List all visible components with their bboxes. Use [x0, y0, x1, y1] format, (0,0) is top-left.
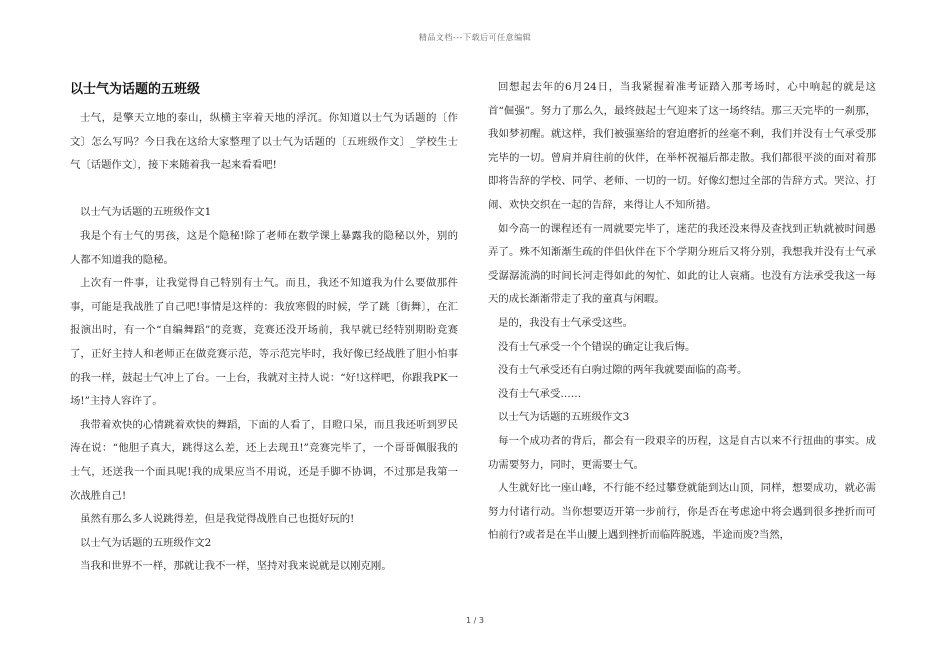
document-title: 以士气为话题的五班级 — [70, 82, 201, 97]
paragraph: 士气，是擎天立地的泰山，纵横主宰着天地的浮沉。你知道以士气为话题的〔作文〕怎么写吗？今日我在这给大家整理了以士气为话题的〔五班级作文〕_学校生士气〔话题作文〕，接下来随着我一起来看看吧! — [70, 112, 458, 172]
section-heading: 以士气为话题的五班级作文3 — [498, 411, 630, 424]
right-column — [488, 76, 876, 548]
paragraph: 我带着欢快的心情跳着欢快的舞蹈，下面的人看了，目瞪口呆，而且我还听到罗民涛在说：“他胆子真大，跳得这么差，还上去现丑!”竞赛完毕了，一个哥哥佩服我的士气，还送我一个面具呢!我的成果应当不用说，还是手脚不协调，不过那是我第一次战胜自己! — [70, 418, 458, 502]
paragraph: 回想起去年的6月24日，当我紧握着准考证踏入那考场时，心中响起的就是这首“倔强”。努力了那么久，最终鼓起士气迎来了这一场终结。那三天完毕的一刹那，我如梦初醒。就这样，我们被强塞给的窘迫磨折的丝毫不剩，我们并没有士气承受那完毕的一切。曾肩并肩往前的伙伴，在举杯祝福后都走散。我们都很平淡的面对着那即将告辞的学校、同学、老师、一切的一切。好像幻想过全部的告辞方式。哭泣、打闹、欢快交织在一起的告辞，来得让人不知所措。 — [488, 81, 876, 211]
page-number: 1 / 3 — [466, 616, 484, 625]
paragraph: 虽然有那么多人说跳得差，但是我觉得战胜自己也挺好玩的! — [80, 513, 355, 526]
page-header: 精品文档---下载后可任意编辑 — [418, 33, 532, 42]
section-heading: 以士气为话题的五班级作文1 — [80, 206, 212, 219]
paragraph: 如今高一的课程还有一周就要完毕了，迷茫的我还没来得及查找到正轨就被时间愚弄了。殊不知渐渐生疏的伴侣伙伴在下个学期分班后又将分别，我想我并没有士气承受潺潺流淌的时间长河走得如此的匆忙、如此的让人哀痛。也没有方法承受我这一每天的成长渐渐带走了我的童真与闲暇。 — [488, 222, 876, 306]
paragraph: 上次有一件事，让我觉得自己特别有士气。而且，我还不知道我为什么要做那件事，可能是我战胜了自己吧!事情是这样的：我放寒假的时候，学了跳〔街舞〕，在汇报演出时，有一个“自编舞蹈”的竞赛，竞赛还没开场前，我早就已经特别期盼竞赛了，正好主持人和老师正在做竞赛示范，等示范完毕时，我好像已经战胜了胆小怕事的我一样，鼓起士气冲上了台。一上台，我就对主持人说：“好!这样吧，你跟我PK一场!”主持人容许了。 — [70, 277, 458, 408]
paragraph: 人生就好比一座山峰，不行能不经过攀登就能到达山顶，同样，想要成功，就必需努力付诸行动。当你想要迈开第一步前行，你是否在考虑途中将会遇到很多挫折而可怕前行?或者是在半山腰上遇到挫折而临阵脱逃，半途而废?当然， — [488, 482, 876, 542]
paragraph: 每一个成功者的背后，都会有一段艰辛的历程，这是自古以来不行扭曲的事实。成功需要努力，同时，更需要士气。 — [488, 434, 876, 471]
blank-line — [70, 178, 458, 202]
paragraph: 当我和世界不一样，那就让我不一样，坚持对我来说就是以刚克刚。 — [80, 560, 392, 573]
paragraph: 我是个有士气的男孩，这是个隐秘!除了老师在数学课上暴露我的隐秘以外，别的人都不知道我的隐秘。 — [70, 229, 458, 266]
paragraph: 是的，我没有士气承受这些。 — [498, 316, 634, 329]
section-heading: 以士气为话题的五班级作文2 — [80, 536, 212, 549]
paragraph: 没有士气承受…… — [498, 387, 582, 400]
left-column — [70, 76, 458, 579]
paragraph: 没有士气承受还有白驹过隙的两年我就要面临的高考。 — [498, 364, 748, 377]
paragraph: 没有士气承受一个个错误的确定让我后悔。 — [498, 340, 696, 353]
